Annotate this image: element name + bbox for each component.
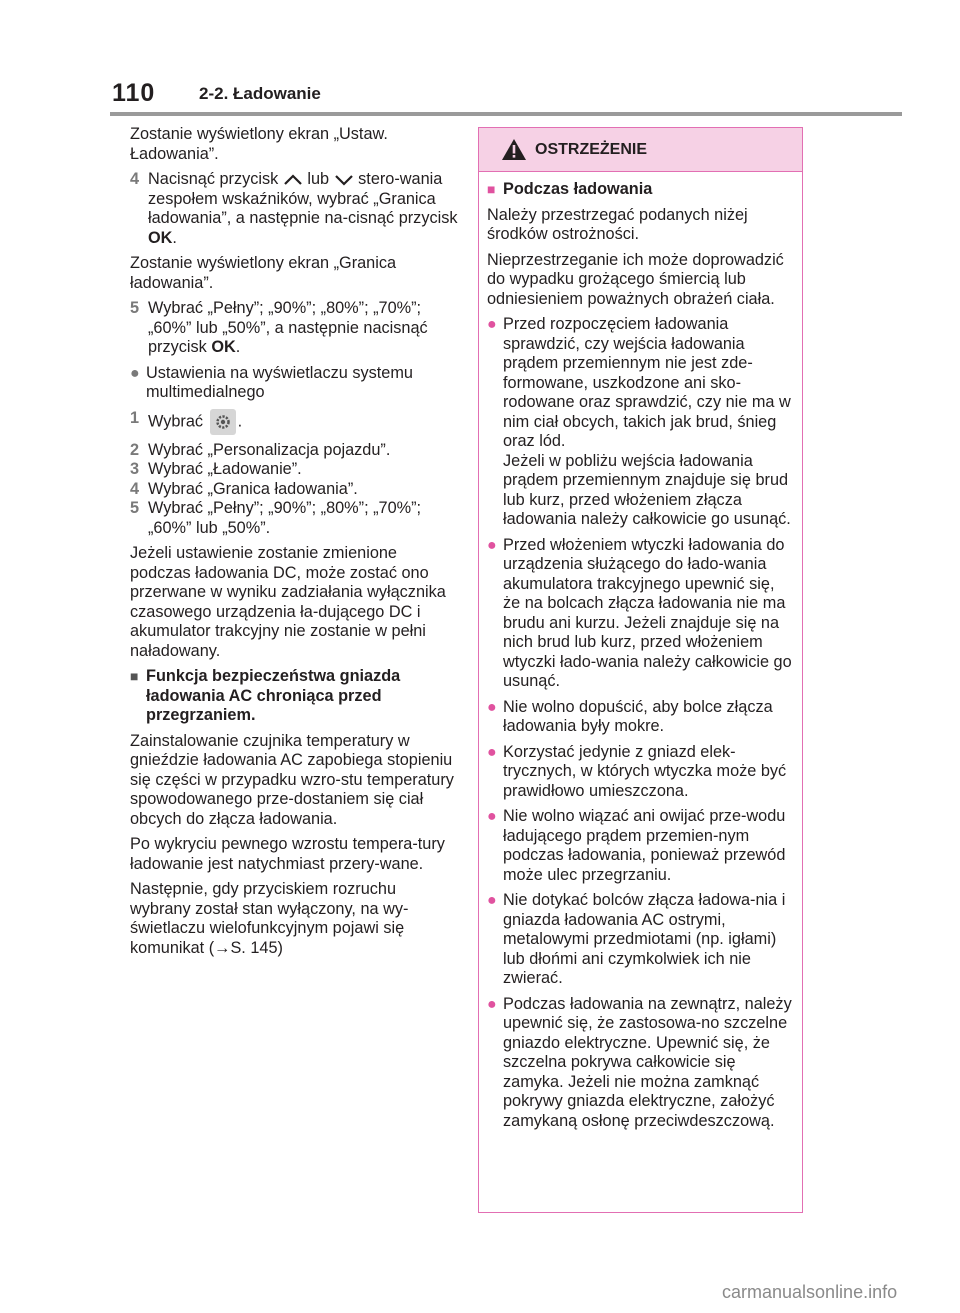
chevron-down-icon bbox=[334, 174, 354, 186]
ok-button-icon: OK bbox=[148, 228, 173, 247]
step-4 bbox=[130, 170, 460, 248]
watermark-text: carmanualsonline.info bbox=[722, 1282, 898, 1302]
bullet-marker: ● bbox=[487, 743, 497, 761]
header-rule bbox=[110, 112, 902, 116]
warning-bullet bbox=[487, 698, 795, 737]
step-number: 1 bbox=[130, 408, 140, 427]
subsection-heading bbox=[130, 667, 460, 726]
warning-body bbox=[479, 172, 802, 1131]
gear-icon bbox=[210, 409, 236, 435]
bullet-text-part: Jeżeli w pobliżu wejścia ładowania prądem przemiennym znajduje się brud lub kurz, przed włożeniem złącza ładowania należy całkowicie go usunąć. bbox=[503, 451, 791, 528]
warning-heading-text: Podczas ładowania bbox=[503, 180, 653, 198]
warning-triangle-icon bbox=[501, 138, 527, 161]
step-number: 5 bbox=[130, 299, 140, 317]
ok-button-icon: OK bbox=[211, 338, 236, 356]
bullet-text: Podczas ładowania na zewnątrz, należy upewnić się, że zastosowa-no szczelne gniazdo elektryczne. Upewnić się, że szczelna pokrywa całkowicie się zamyka. Jeżeli nie można zamknąć pokrywy gniazda elektryczne, założyć zamykaną osłonę przeciwdeszczową. bbox=[503, 994, 792, 1130]
step-number: 3 bbox=[130, 460, 140, 478]
bullet-marker: ● bbox=[487, 995, 497, 1013]
bullet-text: Nie wolno wiązać ani owijać prze-wodu ładującego prądem przemien-nym podczas ładowania, ponieważ przewód może ulec przegrzaniu. bbox=[503, 807, 786, 884]
step-number: 5 bbox=[130, 499, 140, 517]
step-text-part: Wybrać bbox=[148, 411, 204, 430]
warning-bullet bbox=[487, 536, 795, 692]
step-text bbox=[148, 299, 460, 358]
step-text-part: . bbox=[172, 228, 177, 247]
step-number: 2 bbox=[130, 440, 140, 459]
paragraph: Nieprzestrzeganie ich może doprowadzić do wypadku grożącego śmiercią lub odniesieniem poważnych obrażeń ciała. bbox=[487, 250, 784, 308]
bullet-marker: ● bbox=[487, 698, 497, 716]
left-column bbox=[130, 125, 460, 964]
paragraph bbox=[130, 880, 460, 958]
chevron-up-icon bbox=[283, 174, 303, 186]
warning-bullet bbox=[487, 995, 795, 1132]
step-4b bbox=[130, 480, 460, 500]
step-text-part: stero-wania zespołem wskaźników, wybrać „Granica ładowania”, a następnie na-cisnąć przycisk bbox=[148, 170, 458, 227]
warning-title: OSTRZEŻENIE bbox=[535, 140, 648, 158]
bullet-text bbox=[503, 315, 795, 530]
section-title: 2-2. Ładowanie bbox=[199, 84, 321, 103]
bullet-text: Przed włożeniem wtyczki ładowania do urządzenia służącego do łado-wania akumulatora trakcyjnego upewnić się, że na bolcach złącza ładowania nie ma brudu ani kurzu. Jeżeli znajduje się na nich brud lub kurz, przed włożeniem wtyczki łado-wania należy całkowicie go usunąć. bbox=[503, 535, 792, 690]
step-number: 4 bbox=[130, 170, 140, 188]
bullet-text: Korzystać jedynie z gniazd elek-trycznych, w których wtyczka może być prawidłowo umieszczona. bbox=[503, 742, 787, 800]
bullet-text: Ustawienia na wyświetlaczu systemu multimedialnego bbox=[146, 363, 413, 401]
square-marker: ■ bbox=[487, 181, 496, 197]
step-text bbox=[148, 170, 460, 248]
step-text-part: . bbox=[237, 411, 243, 430]
step-3 bbox=[130, 460, 460, 480]
page-reference-link[interactable]: S. 145) bbox=[230, 938, 283, 957]
page-number: 110 bbox=[112, 79, 156, 107]
step-text-part: . bbox=[235, 338, 241, 356]
step-text-part: lub bbox=[307, 170, 330, 188]
step-text: Wybrać „Pełny”; „90%”; „80%”; „70%”; „60%” lub „50%”. bbox=[148, 499, 422, 537]
step-text bbox=[148, 409, 460, 435]
step-5b bbox=[130, 499, 460, 538]
warning-bullet bbox=[487, 315, 795, 530]
bullet-item bbox=[130, 364, 460, 403]
warning-bullet bbox=[487, 743, 795, 802]
warning-header bbox=[479, 128, 802, 172]
bullet-marker: ● bbox=[487, 808, 497, 825]
paragraph: Zostanie wyświetlony ekran „Ustaw. Ładowania”. bbox=[130, 125, 388, 163]
warning-box bbox=[478, 127, 803, 1213]
bullet-marker: ● bbox=[130, 364, 140, 382]
paragraph: Należy przestrzegać podanych niżej środków ostrożności. bbox=[487, 205, 748, 243]
bullet-marker: ● bbox=[487, 316, 497, 333]
warning-heading bbox=[487, 180, 795, 200]
square-marker: ■ bbox=[130, 668, 139, 684]
step-5 bbox=[130, 299, 460, 358]
warning-bullet bbox=[487, 891, 795, 989]
step-2 bbox=[130, 441, 460, 461]
paragraph-text: Następnie, gdy przyciskiem rozruchu wybrany został stan wyłączony, na wy-świetlaczu wielofunkcyjnym pojawi się komunikat ( bbox=[130, 880, 409, 957]
warning-bullet bbox=[487, 807, 795, 885]
bullet-text: Nie dotykać bolców złącza ładowa-nia i gniazda ładowania AC ostrymi, metalowymi przedmiotami (np. igłami) lub dłońmi ani czymkolwiek ich nie zwierać. bbox=[503, 891, 786, 987]
step-text: Wybrać „Granica ładowania”. bbox=[148, 479, 358, 498]
step-text-part: Wybrać „Pełny”; „90%”; „80%”; „70%”; „60%” lub „50%”, a następnie nacisnąć przycisk bbox=[148, 299, 428, 356]
step-text: Wybrać „Ładowanie”. bbox=[148, 460, 302, 478]
arrow-icon: → bbox=[214, 938, 231, 957]
step-number: 4 bbox=[130, 479, 140, 498]
paragraph: Jeżeli ustawienie zostanie zmienione podczas ładowania DC, może zostać ono przerwane w wyniku zadziałania wyłącznika czasowego urządzenia ła-dującego DC i akumulator trakcyjny nie zostanie w pełni naładowany. bbox=[130, 544, 446, 660]
bullet-text: Nie wolno dopuścić, aby bolce złącza ładowania były mokre. bbox=[503, 697, 773, 735]
paragraph: Zostanie wyświetlony ekran „Granica ładowania”. bbox=[130, 254, 397, 292]
step-text: Wybrać „Personalizacja pojazdu”. bbox=[148, 440, 391, 459]
paragraph: Po wykryciu pewnego wzrostu tempera-tury ładowanie jest natychmiast przery-wane. bbox=[130, 835, 445, 873]
bullet-text-part: Przed rozpoczęciem ładowania sprawdzić, czy wejścia ładowania prądem przemiennym nie jest zde-formowane, uszkodzone ani sko-rodowane oraz sprawdzić, czy nie ma w nim ciał obcych, takich jak brud, śnieg oraz lód. bbox=[503, 315, 791, 450]
paragraph: Zainstalowanie czujnika temperatury w gnieździe ładowania AC zapobiega stopieniu się części w przypadku wzro-stu temperatury spowodowanego prze-dostaniem się ciał obcych do złącza ładowania. bbox=[130, 731, 454, 828]
bullet-marker: ● bbox=[487, 536, 497, 554]
step-text-part: Nacisnąć przycisk bbox=[148, 170, 279, 188]
subsection-heading-text: Funkcja bezpieczeństwa gniazda ładowania AC chroniąca przed przegrzaniem. bbox=[146, 667, 401, 724]
step-1 bbox=[130, 409, 460, 435]
bullet-marker: ● bbox=[487, 892, 497, 909]
